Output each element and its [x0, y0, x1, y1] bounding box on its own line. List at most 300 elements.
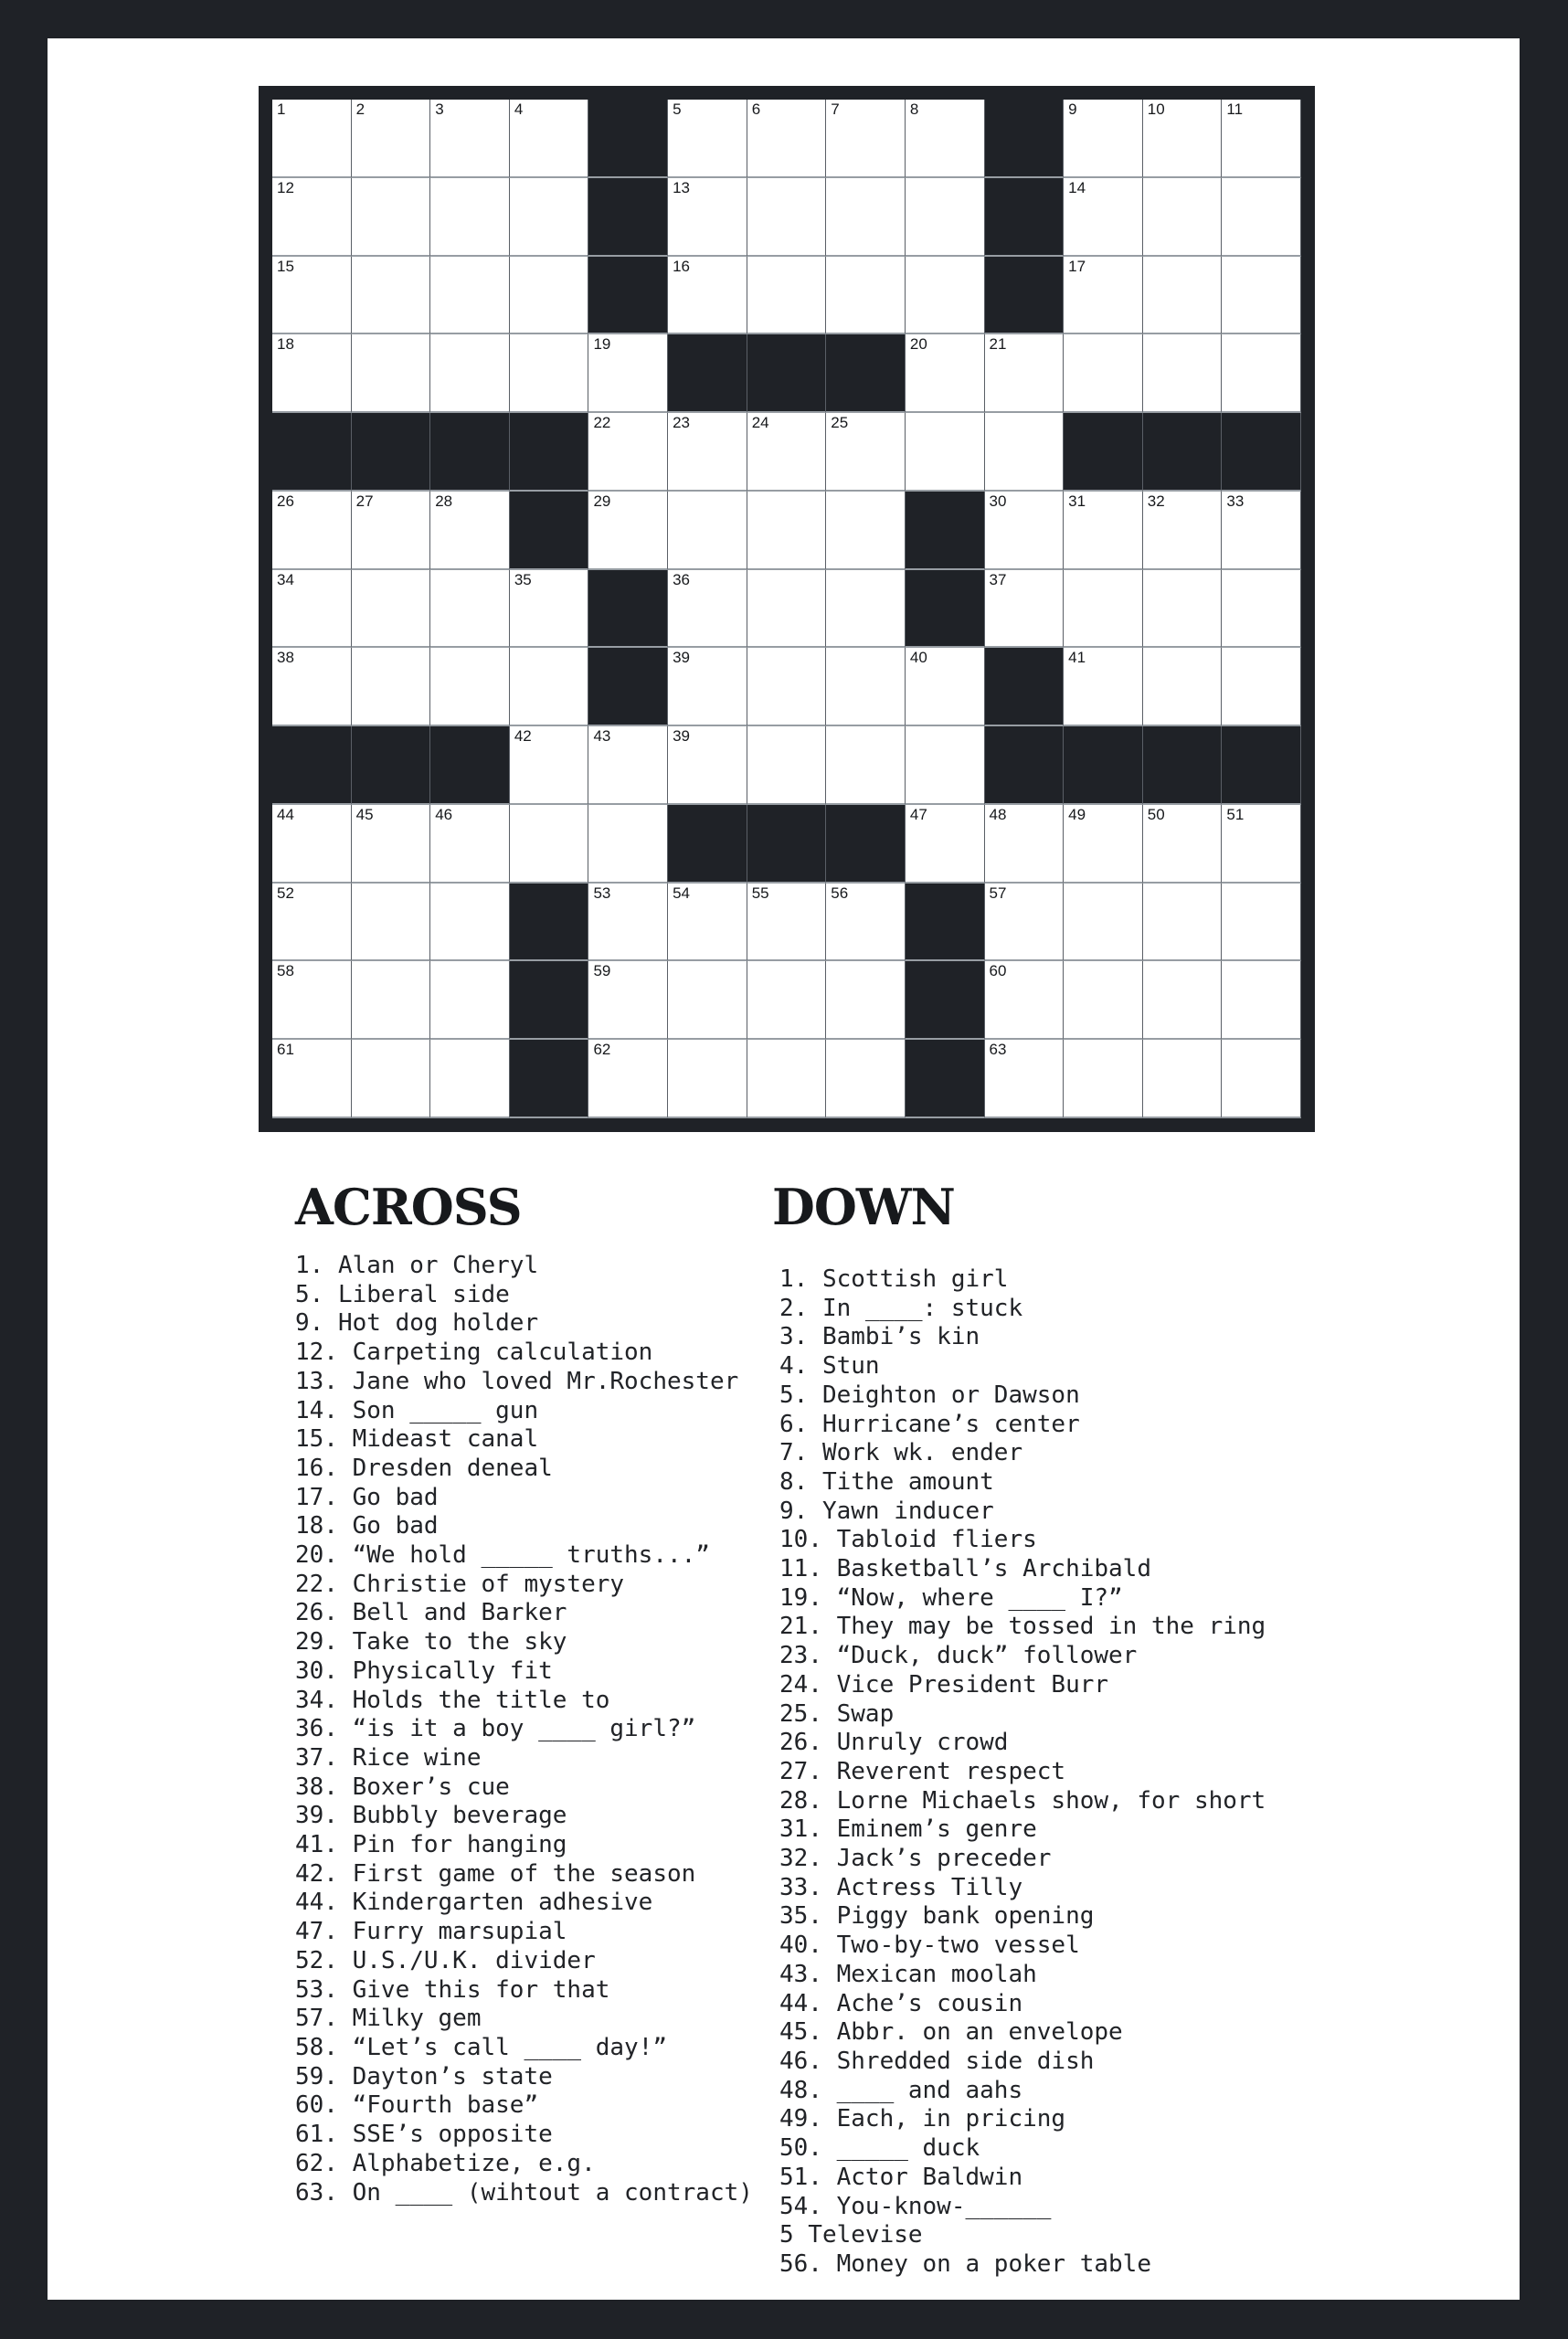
across-clue: 5. Liberal side: [295, 1280, 510, 1308]
cell-number: 6: [751, 101, 761, 118]
down-clue: 8. Tithe amount: [779, 1467, 994, 1496]
down-clue: 3. Bambi’s kin: [779, 1323, 980, 1351]
grid-cell[interactable]: [906, 178, 985, 257]
grid-cell-black: [1143, 413, 1223, 492]
grid-cell[interactable]: [985, 1040, 1065, 1118]
grid-cell[interactable]: [352, 805, 431, 884]
grid-cell-black: [985, 100, 1065, 178]
down-clue: 4. Stun: [779, 1352, 880, 1381]
across-clue: 20. “We hold _____ truths...”: [295, 1541, 710, 1570]
cell-number: 53: [593, 884, 611, 902]
grid-cell[interactable]: [985, 492, 1065, 570]
grid-cell[interactable]: [352, 334, 431, 413]
cell-number: 8: [909, 101, 919, 118]
grid-cell[interactable]: [747, 257, 827, 335]
down-clue: 49. Each, in pricing: [779, 2105, 1066, 2133]
grid-cell[interactable]: [1143, 648, 1223, 726]
grid-cell[interactable]: [510, 726, 589, 805]
cell-number: 50: [1147, 805, 1165, 823]
cell-number: 44: [277, 805, 294, 823]
crossword-grid: [259, 86, 1315, 1132]
grid-cell-black: [588, 570, 668, 649]
cell-number: 11: [1226, 101, 1244, 118]
down-clue: 11. Basketball’s Archibald: [779, 1555, 1151, 1583]
grid-cell[interactable]: [272, 1040, 352, 1118]
across-clue: 63. On ____ (wihtout a contract): [295, 2178, 753, 2207]
across-clue: 37. Rice wine: [295, 1743, 482, 1772]
cell-number: 46: [435, 805, 453, 823]
grid-cell[interactable]: [510, 257, 589, 335]
grid-cell[interactable]: [272, 100, 352, 178]
grid-cell[interactable]: [906, 257, 985, 335]
grid-cell-black: [985, 726, 1065, 805]
cell-number: 3: [435, 101, 444, 118]
across-clue: 44. Kindergarten adhesive: [295, 1889, 653, 1917]
grid-cell[interactable]: [1064, 884, 1143, 962]
grid-cell[interactable]: [272, 648, 352, 726]
across-clue: 52. U.S./U.K. divider: [295, 1946, 596, 1974]
down-clue: 43. Mexican moolah: [779, 1960, 1037, 1988]
page: [48, 38, 1520, 2300]
cell-number: 47: [909, 805, 927, 823]
cell-number: 18: [277, 335, 294, 354]
grid-cell-black: [1222, 413, 1301, 492]
cell-number: 38: [277, 649, 294, 667]
grid-cell[interactable]: [985, 961, 1065, 1040]
down-clue: 1. Scottish girl: [779, 1265, 1009, 1293]
across-clue: 39. Bubbly beverage: [295, 1802, 567, 1830]
grid-cell-black: [352, 413, 431, 492]
cell-number: 61: [277, 1041, 294, 1059]
grid-cell[interactable]: [1064, 178, 1143, 257]
grid-cell-black: [985, 257, 1065, 335]
grid-cell[interactable]: [826, 413, 906, 492]
cell-number: 5: [673, 101, 682, 118]
grid-cell[interactable]: [826, 570, 906, 649]
down-clue: 32. Jack’s preceder: [779, 1845, 1052, 1873]
grid-cell[interactable]: [985, 334, 1065, 413]
cell-number: 40: [909, 649, 927, 667]
down-clue: 6. Hurricane’s center: [779, 1410, 1080, 1438]
grid-cell[interactable]: [1143, 178, 1223, 257]
grid-cell[interactable]: [1143, 257, 1223, 335]
grid-cell-black: [906, 1040, 985, 1118]
cell-number: 12: [277, 178, 294, 196]
grid-cell[interactable]: [510, 100, 589, 178]
grid-cell[interactable]: [588, 726, 668, 805]
grid-cell[interactable]: [668, 257, 747, 335]
grid-cell[interactable]: [826, 100, 906, 178]
down-clue: 24. Vice President Burr: [779, 1670, 1109, 1699]
grid-cell[interactable]: [826, 648, 906, 726]
grid-cell[interactable]: [430, 1040, 510, 1118]
cell-number: 33: [1226, 492, 1245, 510]
grid-cell[interactable]: [430, 178, 510, 257]
grid-cell[interactable]: [668, 413, 747, 492]
cell-number: 7: [831, 101, 840, 118]
cell-number: 63: [989, 1041, 1007, 1059]
grid-cell[interactable]: [510, 648, 589, 726]
cell-number: 60: [989, 962, 1007, 980]
across-clue: 13. Jane who loved Mr.Rochester: [295, 1367, 739, 1395]
grid-cell[interactable]: [1143, 884, 1223, 962]
cell-number: 58: [277, 962, 294, 980]
grid-cell[interactable]: [668, 1040, 747, 1118]
grid-cell[interactable]: [668, 884, 747, 962]
across-clue-list: [295, 1252, 753, 2207]
grid-cell[interactable]: [1064, 805, 1143, 884]
grid-cell[interactable]: [272, 492, 352, 570]
grid-cell[interactable]: [906, 100, 985, 178]
cell-number: 31: [1068, 492, 1086, 510]
crossword-grid-inner: [272, 100, 1301, 1118]
grid-cell[interactable]: [1222, 100, 1301, 178]
cell-number: 24: [751, 414, 769, 432]
grid-cell[interactable]: [747, 570, 827, 649]
cell-number: 32: [1147, 492, 1165, 510]
down-clue: 25. Swap: [779, 1699, 895, 1728]
across-clue: 22. Christie of mystery: [295, 1570, 625, 1598]
grid-cell[interactable]: [826, 257, 906, 335]
cell-number: 42: [514, 727, 532, 746]
grid-cell[interactable]: [430, 648, 510, 726]
grid-cell-black: [906, 884, 985, 962]
across-clue: 38. Boxer’s cue: [295, 1773, 510, 1801]
grid-cell[interactable]: [510, 178, 589, 257]
grid-cell[interactable]: [1064, 492, 1143, 570]
grid-cell[interactable]: [272, 961, 352, 1040]
cell-number: 19: [593, 335, 611, 354]
cell-number: 59: [593, 962, 611, 980]
down-clue: 7. Work wk. ender: [779, 1439, 1023, 1467]
grid-cell-black: [510, 413, 589, 492]
grid-cell[interactable]: [826, 726, 906, 805]
cell-number: 49: [1068, 805, 1086, 823]
cell-number: 62: [593, 1041, 611, 1059]
grid-cell[interactable]: [906, 334, 985, 413]
cell-number: 39: [673, 727, 690, 746]
grid-cell[interactable]: [588, 492, 668, 570]
grid-cell[interactable]: [352, 492, 431, 570]
down-clue: 21. They may be tossed in the ring: [779, 1613, 1266, 1641]
grid-cell[interactable]: [352, 961, 431, 1040]
down-clue: 31. Eminem’s genre: [779, 1815, 1037, 1844]
across-clue: 1. Alan or Cheryl: [295, 1252, 539, 1279]
cell-number: 17: [1068, 257, 1086, 275]
cell-number: 13: [673, 178, 690, 196]
cell-number: 54: [673, 884, 690, 902]
grid-cell-black: [668, 334, 747, 413]
grid-cell[interactable]: [272, 805, 352, 884]
across-heading: ACROSS: [295, 1178, 522, 1236]
grid-cell[interactable]: [826, 884, 906, 962]
grid-cell[interactable]: [747, 961, 827, 1040]
grid-cell[interactable]: [430, 334, 510, 413]
down-clue: 54. You-know-______: [779, 2192, 1052, 2220]
cell-number: 27: [355, 492, 374, 510]
grid-cell[interactable]: [352, 884, 431, 962]
grid-cell[interactable]: [430, 884, 510, 962]
grid-cell[interactable]: [588, 884, 668, 962]
grid-cell[interactable]: [747, 178, 827, 257]
cell-number: 51: [1226, 805, 1245, 823]
grid-cell[interactable]: [747, 492, 827, 570]
cell-number: 25: [831, 414, 849, 432]
grid-cell-black: [1064, 726, 1143, 805]
grid-cell[interactable]: [1064, 334, 1143, 413]
down-clue: 5 Televise: [779, 2221, 923, 2249]
grid-cell[interactable]: [747, 648, 827, 726]
cell-number: 36: [673, 570, 690, 588]
grid-cell[interactable]: [430, 570, 510, 649]
across-clue: 36. “is it a boy ____ girl?”: [295, 1715, 696, 1743]
grid-cell-black: [906, 961, 985, 1040]
across-clue: 9. Hot dog holder: [295, 1309, 539, 1338]
cell-number: 52: [277, 884, 294, 902]
across-clue: 16. Dresden deneal: [295, 1454, 553, 1482]
grid-cell-black: [826, 805, 906, 884]
grid-cell[interactable]: [1064, 100, 1143, 178]
grid-cell[interactable]: [1143, 334, 1223, 413]
across-clue: 26. Bell and Barker: [295, 1599, 567, 1627]
grid-cell-black: [1064, 413, 1143, 492]
cell-number: 23: [673, 414, 690, 432]
grid-cell[interactable]: [588, 413, 668, 492]
grid-cell[interactable]: [510, 334, 589, 413]
cell-number: 35: [514, 570, 532, 588]
down-clue: 10. Tabloid fliers: [779, 1526, 1037, 1554]
grid-cell[interactable]: [826, 492, 906, 570]
grid-cell[interactable]: [1222, 570, 1301, 649]
across-clue: 30. Physically fit: [295, 1656, 553, 1685]
grid-cell-black: [906, 492, 985, 570]
cell-number: 34: [277, 570, 294, 588]
grid-cell[interactable]: [1143, 805, 1223, 884]
grid-cell[interactable]: [352, 178, 431, 257]
cell-number: 43: [593, 727, 611, 746]
grid-cell[interactable]: [1143, 1040, 1223, 1118]
grid-cell[interactable]: [1143, 961, 1223, 1040]
grid-cell[interactable]: [430, 100, 510, 178]
down-clue: 33. Actress Tilly: [779, 1873, 1023, 1901]
across-clue: 59. Dayton’s state: [295, 2062, 553, 2090]
grid-cell[interactable]: [430, 961, 510, 1040]
grid-cell[interactable]: [1222, 257, 1301, 335]
grid-cell[interactable]: [1064, 961, 1143, 1040]
down-clue: 45. Abbr. on an envelope: [779, 2018, 1123, 2047]
cell-number: 41: [1068, 649, 1086, 667]
across-clue: 18. Go bad: [295, 1512, 439, 1540]
grid-cell[interactable]: [352, 100, 431, 178]
across-clue: 15. Mideast canal: [295, 1425, 539, 1454]
grid-cell-black: [510, 1040, 589, 1118]
grid-cell[interactable]: [588, 961, 668, 1040]
across-clue: 29. Take to the sky: [295, 1628, 567, 1656]
grid-cell[interactable]: [1222, 492, 1301, 570]
down-heading: DOWN: [772, 1178, 955, 1236]
grid-cell[interactable]: [1064, 570, 1143, 649]
cell-number: 26: [277, 492, 294, 510]
grid-cell[interactable]: [1222, 334, 1301, 413]
cell-number: 2: [355, 101, 366, 118]
across-clue: 60. “Fourth base”: [295, 2091, 539, 2120]
grid-cell[interactable]: [1222, 1040, 1301, 1118]
grid-cell[interactable]: [1143, 100, 1223, 178]
grid-cell[interactable]: [430, 492, 510, 570]
grid-cell[interactable]: [985, 570, 1065, 649]
grid-cell[interactable]: [747, 1040, 827, 1118]
down-clue: 51. Actor Baldwin: [779, 2163, 1023, 2191]
grid-cell[interactable]: [352, 648, 431, 726]
down-clue: 46. Shredded side dish: [779, 2047, 1095, 2075]
grid-cell[interactable]: [588, 334, 668, 413]
grid-cell[interactable]: [1143, 570, 1223, 649]
grid-cell[interactable]: [826, 178, 906, 257]
grid-cell[interactable]: [352, 257, 431, 335]
down-clue: 5. Deighton or Dawson: [779, 1381, 1080, 1409]
grid-cell-black: [747, 805, 827, 884]
grid-cell[interactable]: [1222, 178, 1301, 257]
cell-number: 14: [1068, 178, 1086, 196]
cell-number: 1: [277, 101, 286, 118]
grid-cell[interactable]: [1222, 805, 1301, 884]
down-clue-list: [779, 1265, 1266, 2280]
down-clue: 40. Two-by-two vessel: [779, 1932, 1080, 1960]
grid-cell-black: [906, 570, 985, 649]
across-clue: 41. Pin for hanging: [295, 1831, 567, 1859]
grid-cell[interactable]: [668, 178, 747, 257]
cell-number: 20: [909, 335, 927, 354]
across-clue: 47. Furry marsupial: [295, 1918, 567, 1946]
across-clue: 12. Carpeting calculation: [295, 1339, 653, 1367]
grid-cell[interactable]: [747, 884, 827, 962]
grid-cell-black: [747, 334, 827, 413]
grid-cell[interactable]: [510, 805, 589, 884]
grid-cell[interactable]: [747, 726, 827, 805]
grid-cell[interactable]: [1064, 648, 1143, 726]
down-clue: 56. Money on a poker table: [779, 2249, 1151, 2278]
cell-number: 29: [593, 492, 611, 510]
grid-cell[interactable]: [668, 648, 747, 726]
cell-number: 28: [435, 492, 453, 510]
grid-cell[interactable]: [352, 1040, 431, 1118]
grid-cell-black: [588, 178, 668, 257]
grid-cell[interactable]: [272, 178, 352, 257]
grid-cell-black: [588, 100, 668, 178]
grid-cell[interactable]: [430, 805, 510, 884]
grid-cell[interactable]: [1064, 257, 1143, 335]
cell-number: 9: [1068, 101, 1077, 118]
cell-number: 56: [831, 884, 849, 902]
grid-cell[interactable]: [906, 413, 985, 492]
across-clue: 61. SSE’s opposite: [295, 2121, 553, 2149]
grid-cell[interactable]: [985, 413, 1065, 492]
cell-number: 39: [673, 649, 690, 667]
grid-cell[interactable]: [1064, 1040, 1143, 1118]
grid-cell-black: [826, 334, 906, 413]
grid-cell-black: [430, 413, 510, 492]
cell-number: 55: [751, 884, 769, 902]
grid-cell[interactable]: [906, 805, 985, 884]
grid-cell[interactable]: [1222, 961, 1301, 1040]
grid-cell-black: [272, 726, 352, 805]
grid-cell[interactable]: [985, 805, 1065, 884]
cell-number: 21: [989, 335, 1007, 354]
down-clue: 9. Yawn inducer: [779, 1497, 994, 1525]
grid-cell-black: [588, 648, 668, 726]
grid-cell[interactable]: [272, 884, 352, 962]
cell-number: 57: [989, 884, 1007, 902]
cell-number: 37: [989, 570, 1007, 588]
grid-cell-black: [352, 726, 431, 805]
grid-cell-black: [272, 413, 352, 492]
grid-cell[interactable]: [588, 805, 668, 884]
grid-cell[interactable]: [272, 257, 352, 335]
grid-cell-black: [1143, 726, 1223, 805]
cell-number: 30: [989, 492, 1007, 510]
grid-cell[interactable]: [430, 257, 510, 335]
cell-number: 10: [1147, 101, 1165, 118]
grid-cell[interactable]: [747, 100, 827, 178]
grid-cell[interactable]: [906, 648, 985, 726]
cell-number: 16: [673, 257, 690, 275]
grid-cell[interactable]: [588, 1040, 668, 1118]
grid-cell[interactable]: [1222, 648, 1301, 726]
cell-number: 15: [277, 257, 294, 275]
grid-cell[interactable]: [747, 413, 827, 492]
grid-cell[interactable]: [1222, 884, 1301, 962]
cell-number: 48: [989, 805, 1007, 823]
across-clue: 57. Milky gem: [295, 2005, 482, 2033]
grid-cell-black: [510, 884, 589, 962]
across-clue: 14. Son _____ gun: [295, 1396, 539, 1424]
down-clue: 35. Piggy bank opening: [779, 1902, 1095, 1931]
down-clue: 48. ____ and aahs: [779, 2076, 1023, 2104]
grid-cell[interactable]: [906, 726, 985, 805]
down-clue: 23. “Duck, duck” follower: [779, 1642, 1138, 1670]
across-clue: 58. “Let’s call ____ day!”: [295, 2033, 667, 2061]
grid-cell[interactable]: [272, 334, 352, 413]
grid-cell[interactable]: [352, 570, 431, 649]
cell-number: 45: [355, 805, 374, 823]
grid-cell-black: [985, 178, 1065, 257]
grid-cell[interactable]: [826, 961, 906, 1040]
grid-cell[interactable]: [985, 884, 1065, 962]
grid-cell[interactable]: [510, 570, 589, 649]
grid-cell-black: [510, 961, 589, 1040]
across-clue: 53. Give this for that: [295, 1975, 610, 2004]
down-clue: 50. _____ duck: [779, 2134, 980, 2163]
across-clue: 34. Holds the title to: [295, 1686, 610, 1714]
grid-cell[interactable]: [826, 1040, 906, 1118]
grid-cell[interactable]: [272, 570, 352, 649]
across-clue: 62. Alphabetize, e.g.: [295, 2149, 596, 2177]
down-clue: 19. “Now, where ____ I?”: [779, 1583, 1123, 1612]
grid-cell-black: [588, 257, 668, 335]
grid-cell[interactable]: [668, 726, 747, 805]
cell-number: 4: [514, 101, 524, 118]
grid-cell-black: [510, 492, 589, 570]
grid-cell-black: [668, 805, 747, 884]
grid-cell[interactable]: [668, 100, 747, 178]
down-clue: 28. Lorne Michaels show, for short: [779, 1786, 1266, 1815]
grid-cell[interactable]: [668, 570, 747, 649]
grid-cell[interactable]: [1143, 492, 1223, 570]
grid-cell[interactable]: [668, 961, 747, 1040]
down-clue: 27. Reverent respect: [779, 1757, 1066, 1785]
grid-cell[interactable]: [668, 492, 747, 570]
grid-cell-black: [430, 726, 510, 805]
